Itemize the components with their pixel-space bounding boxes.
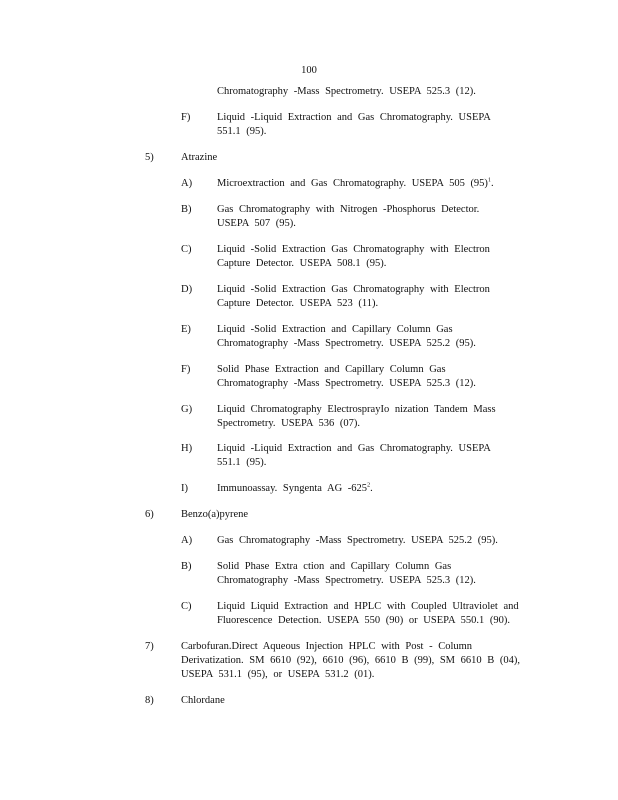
item-letter: C) — [181, 601, 192, 612]
item-letter: D) — [181, 284, 193, 295]
item-letter: I) — [181, 483, 188, 494]
section-title: Benzo(a)pyrene — [181, 509, 249, 520]
item-text: Liquid -Solid Extraction Gas Chromatography with Electron Capture Detector. USEPA 523 (11). — [217, 284, 490, 309]
item-text: Gas Chromatography -Mass Spectrometry. USEPA 525.2 (95). — [217, 535, 498, 546]
item-text — [217, 177, 537, 191]
item-text: Liquid -Solid Extraction Gas Chromatography with Electron Capture Detector. USEPA 508.1 (95). — [217, 244, 490, 269]
item-text-main: Immunoassay. Syngenta AG -625 — [217, 483, 368, 494]
section-title: Chlordane — [181, 695, 225, 706]
item-text-main: Microextraction and Gas Chromatography. USEPA 505 (95) — [217, 178, 488, 189]
page-number: 100 — [301, 65, 317, 76]
item-text: Solid Phase Extraction and Capillary Column Gas Chromatography -Mass Spectrometry. USEPA 525.3 (12). — [217, 364, 476, 389]
item-letter: A) — [181, 535, 193, 546]
item-letter: F) — [181, 364, 191, 375]
item-text: Liquid Liquid Extraction and HPLC with Coupled Ultraviolet and Fluorescence Detection. USEPA 550 (90) or USEPA 550.1 (90). — [217, 601, 519, 626]
item-letter: B) — [181, 561, 192, 572]
footnote-marker: 2 — [367, 482, 371, 489]
item-text — [217, 482, 537, 496]
item-text: Liquid -Solid Extraction and Capillary Column Gas Chromatography -Mass Spectrometry. USEPA 525.2 (95). — [217, 324, 476, 349]
item-text-tail: . — [490, 178, 494, 189]
item-text: Solid Phase Extra ction and Capillary Column Gas Chromatography -Mass Spectrometry. USEPA 525.3 (12). — [217, 561, 476, 586]
section-number: 8) — [145, 695, 154, 706]
item-letter: B) — [181, 204, 192, 215]
item-letter: C) — [181, 244, 192, 255]
item-text: Liquid -Liquid Extraction and Gas Chromatography. USEPA 551.1 (95). — [217, 443, 491, 468]
item-letter: E) — [181, 324, 191, 335]
continuation-line: Chromatography -Mass Spectrometry. USEPA 525.3 (12). — [217, 86, 476, 97]
footnote-marker: 1 — [487, 177, 491, 184]
section-number: 5) — [145, 152, 154, 163]
item-letter: A) — [181, 178, 193, 189]
item-text: Liquid -Liquid Extraction and Gas Chromatography. USEPA 551.1 (95). — [217, 112, 491, 137]
section-title: Atrazine — [181, 152, 218, 163]
section-text: Carbofuran.Direct Aqueous Injection HPLC with Post - Column Derivatization. SM 6610 (92), 6610 (96), 6610 B (99), SM 6610 B (04), USEPA 531.1 (95), or USEPA 531.2 (01). — [181, 641, 521, 680]
section-number: 6) — [145, 509, 154, 520]
item-text-tail: . — [370, 483, 373, 494]
item-text: Gas Chromatography with Nitrogen -Phosphorus Detector. USEPA 507 (95). — [217, 204, 480, 229]
item-text: Liquid Chromatography ElectrosprayIo nization Tandem Mass Spectrometry. USEPA 536 (07). — [217, 404, 496, 429]
item-letter: F) — [181, 112, 191, 123]
item-letter: H) — [181, 443, 193, 454]
section-number: 7) — [145, 641, 154, 652]
item-letter: G) — [181, 404, 193, 415]
